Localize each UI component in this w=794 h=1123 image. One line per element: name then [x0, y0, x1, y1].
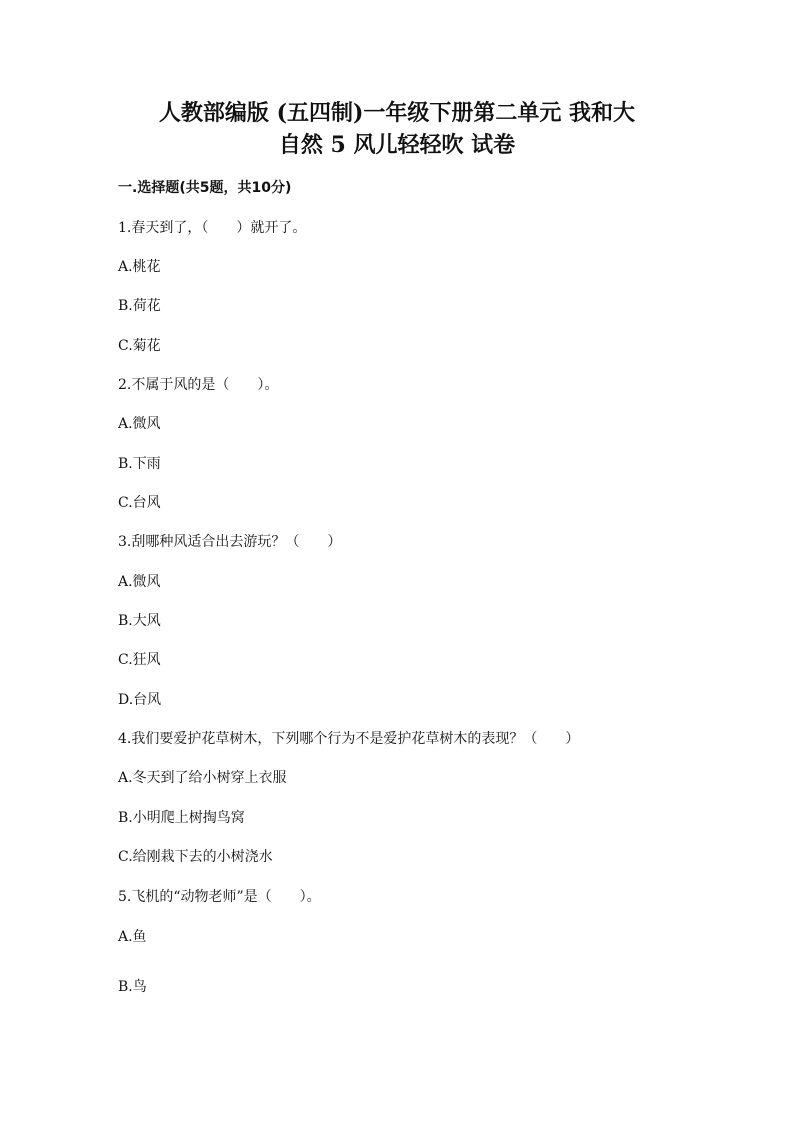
- question-4-option-c: C.给刚栽下去的小树浇水: [118, 849, 273, 865]
- page-title-line-2: 自然 5 风儿轻轻吹 试卷: [278, 132, 516, 158]
- section-heading: 一.选择题(共5题，共10分): [118, 180, 292, 196]
- question-2-option-b: B.下雨: [118, 456, 161, 472]
- question-5-option-b: B.鸟: [118, 979, 147, 995]
- question-3-option-d: D.台风: [118, 692, 162, 708]
- question-1-option-c: C.菊花: [118, 338, 161, 354]
- question-3-option-b: B.大风: [118, 613, 161, 629]
- question-5-stem: 5.飞机的“动物老师”是（ ）。: [118, 889, 321, 905]
- question-4-option-b: B.小明爬上树掏鸟窝: [118, 810, 245, 826]
- question-1-stem: 1.春天到了，（ ）就开了。: [118, 220, 307, 236]
- page-title-line-1: 人教部编版 (五四制)一年级下册第二单元 我和大: [158, 100, 636, 126]
- question-4-stem: 4.我们要爱护花草树木，下列哪个行为不是爱护花草树木的表现？（ ）: [118, 731, 580, 747]
- question-2-option-a: A.微风: [118, 416, 161, 432]
- question-3-option-c: C.狂风: [118, 652, 161, 668]
- question-1-option-a: A.桃花: [118, 259, 161, 275]
- question-4-option-a: A.冬天到了给小树穿上衣服: [118, 770, 287, 786]
- question-3-stem: 3.刮哪种风适合出去游玩？（ ）: [118, 534, 342, 550]
- question-2-stem: 2.不属于风的是（ ）。: [118, 377, 279, 393]
- question-1-option-b: B.荷花: [118, 298, 161, 314]
- question-5-option-a: A.鱼: [118, 929, 147, 945]
- question-3-option-a: A.微风: [118, 574, 161, 590]
- question-2-option-c: C.台风: [118, 495, 161, 511]
